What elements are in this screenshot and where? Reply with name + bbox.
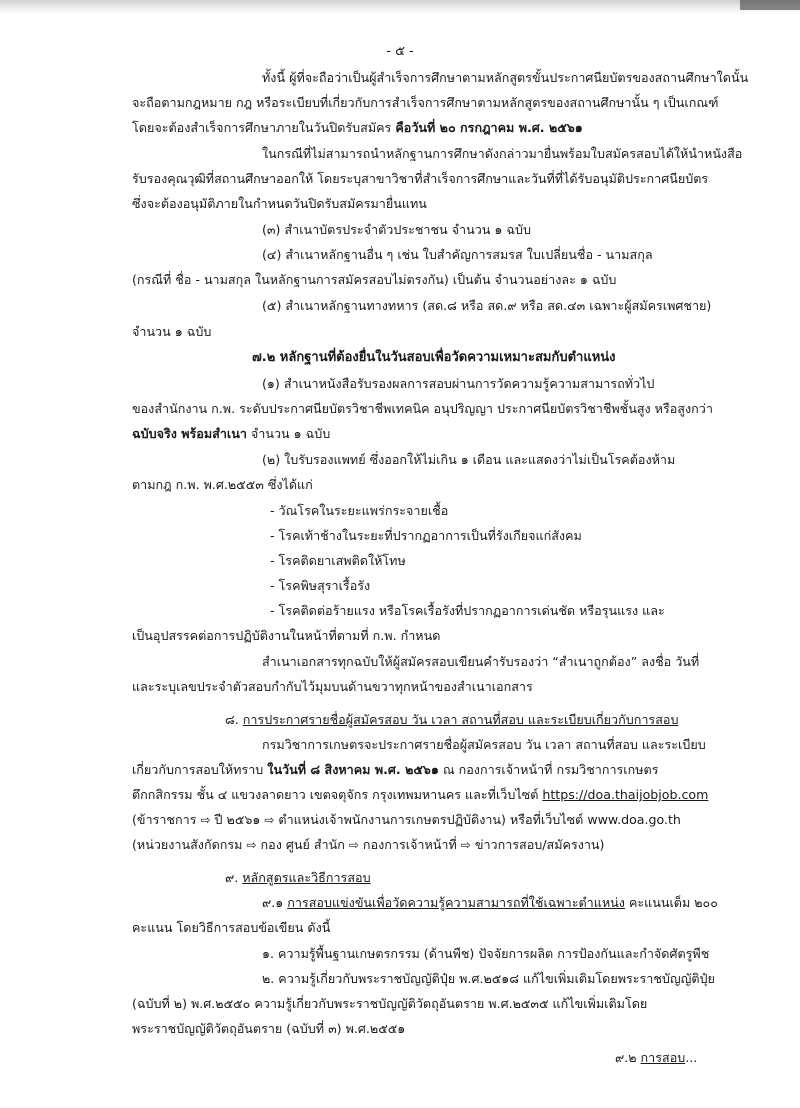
copy-note: สำเนาเอกสารทุกฉบับให้ผู้สมัครสอบเขียนคำรับรองว่า “สำเนาถูกต้อง” ลงชื่อ วันที่ <box>262 654 700 669</box>
arrow-right-icon: ⇨ <box>348 838 359 852</box>
section-number: ๘. <box>225 712 243 727</box>
list-item-5: (๕) สำเนาหลักฐานทางทหาร (สด.๘ หรือ สด.๙ หรือ สด.๔๓ เฉพาะผู้สมัครเพศชาย) <box>262 298 712 313</box>
list-item-1-cont: ของสำนักงาน ก.พ. ระดับประกาศนียบัตรวิชาชีพเทคนิค อนุปริญญา ประกาศนียบัตรวิชาชีพชั้นสูง หรือสูงกว่า <box>132 401 713 416</box>
section-title: หลักสูตรและวิธีการสอบ <box>242 870 371 885</box>
para-line: จะถือตามกฎหมาย กฎ หรือระเบียบที่เกี่ยวกับการสำเร็จการศึกษาตามหลักสูตรของสถานศึกษานั้น ๆ เป็นเกณฑ์ <box>132 95 719 110</box>
para-text: คะแนนเต็ม ๒๐๐ <box>624 895 718 910</box>
copy-note-cont: และระบุเลขประจำตัวสอบกำกับไว้มุมบนด้านขวาทุกหน้าของสำเนาเอกสาร <box>132 679 533 694</box>
disease-item: - โรคพิษสุราเรื้อรัง <box>270 578 371 593</box>
continuation-text: การสอบ <box>640 1050 686 1065</box>
para-line: ในกรณีที่ไม่สามารถนำหลักฐานการศึกษาดังกล่าวมายื่นพร้อมใบสมัครสอบได้ให้นำหนังสือ <box>262 146 743 161</box>
closing-date: คือวันที่ ๒๐ กรกฎาคม พ.ศ. ๒๕๖๑ <box>395 120 583 135</box>
para-line: ซึ่งจะต้องอนุมัติภายในกำหนดวันปิดรับสมัครมายื่นแทน <box>132 196 427 211</box>
arrow-right-icon: ⇨ <box>246 838 257 852</box>
para-text: ณ กองการเจ้าหน้าที่ กรมวิชาการเกษตร <box>438 762 659 777</box>
arrow-right-icon: ⇨ <box>200 813 211 827</box>
para-line: กรมวิชาการเกษตรจะประกาศรายชื่อผู้สมัครสอบ วัน เวลา สถานที่สอบ และระเบียบ <box>262 737 706 752</box>
exam-topic-2: ๒. ความรู้เกี่ยวกับพระราชบัญญัติปุ๋ย พ.ศ.๒๕๑๘ แก้ไขเพิ่มเติมโดยพระราชบัญญัติปุ๋ย <box>262 971 715 986</box>
list-item-2: (๒) ใบรับรองแพทย์ ซึ่งออกให้ไม่เกิน ๑ เดือน และแสดงว่าไม่เป็นโรคต้องห้าม <box>262 452 676 467</box>
subsection-title: การสอบแข่งขันเพื่อวัดความรู้ความสามารถที่ใช้เฉพาะตำแหน่ง <box>287 895 625 910</box>
subsection-9-1 <box>262 895 718 911</box>
arrow-right-icon: ⇨ <box>264 813 275 827</box>
list-item-4-cont: (กรณีที่ ชื่อ - นามสกุล ในหลักฐานการสมัครสอบไม่ตรงกัน) เป็นต้น จำนวนอย่างละ ๑ ฉบับ <box>132 272 617 287</box>
para-text: ข่าวการสอบ/สมัครงาน) <box>470 837 605 852</box>
para-line: คะแนน โดยวิธีการสอบข้อเขียน ดังนี้ <box>132 920 331 935</box>
section-8-heading <box>225 712 678 728</box>
para-text: โดยจะต้องสำเร็จการศึกษาภายในวันปิดรับสมัคร <box>132 120 396 135</box>
list-item-2-cont: ตามกฎ ก.พ. พ.ศ.๒๕๕๓ ซึ่งได้แก่ <box>132 477 313 492</box>
arrow-right-icon: ⇨ <box>460 838 471 852</box>
para-text: จำนวน ๑ ฉบับ <box>246 426 331 441</box>
para-line: รับรองคุณวุฒิที่สถานศึกษาออกให้ โดยระบุสาขาวิชาที่สำเร็จการศึกษาและวันที่ที่ได้รับอนุมัติประกาศนียบัตร <box>132 171 709 186</box>
para-text: เกี่ยวกับการสอบให้ทราบ <box>132 762 268 777</box>
list-item-1: (๑) สำเนาหนังสือรับรองผลการสอบผ่านการวัดความรู้ความสามารถทั่วไป <box>262 376 655 391</box>
section-number: ๙. <box>225 870 243 885</box>
page-number: - ๕ - <box>386 44 414 59</box>
list-item-1-cont <box>132 426 330 442</box>
exam-topic-2-cont: พระราชบัญญัติวัตถุอันตราย (ฉบับที่ ๓) พ.ศ.๒๕๕๑ <box>132 1021 406 1036</box>
continuation-marker <box>615 1050 697 1066</box>
thaijobjob-link[interactable]: https://doa.thaijobjob.com <box>542 787 709 802</box>
disease-item-cont: เป็นอุปสรรคต่อการปฏิบัติงานในหน้าที่ตามที่ ก.พ. กำหนด <box>132 628 441 643</box>
para-text: ตึกกสิกรรม ชั้น ๔ แขวงลาดยาว เขตจตุจักร กรุงเทพมหานคร และที่เว็บไซต์ <box>132 787 543 802</box>
original-with-copy: ฉบับจริง พร้อมสำเนา <box>132 426 247 441</box>
list-item-5-cont: จำนวน ๑ ฉบับ <box>132 324 212 339</box>
ellipsis: ... <box>685 1050 698 1065</box>
section-number: ๙.๑ <box>262 895 288 910</box>
para-text: ตำแหน่งเจ้าพนักงานการเกษตรปฏิบัติงาน) หรือที่เว็บไซต์ www.doa.go.th <box>274 812 681 827</box>
scan-edge-shadow <box>0 0 800 14</box>
list-item-3: (๓) สำเนาบัตรประจำตัวประชาชน จำนวน ๑ ฉบับ <box>262 222 531 237</box>
scan-edge-corner <box>740 0 800 10</box>
para-line: ทั้งนี้ ผู้ที่จะถือว่าเป็นผู้สำเร็จการศึกษาตามหลักสูตรขั้นประกาศนียบัตรของสถานศึกษาใดนั้น <box>262 70 749 85</box>
section-9-heading <box>225 870 371 886</box>
exam-topic-2-cont: (ฉบับที่ ๒) พ.ศ.๒๕๕๐ ความรู้เกี่ยวกับพระราชบัญญัติวัตถุอันตราย พ.ศ.๒๕๓๕ แก้ไขเพิ่มเติมโดย <box>132 996 648 1011</box>
list-item-4: (๔) สำเนาหลักฐานอื่น ๆ เช่น ใบสำคัญการสมรส ใบเปลี่ยนชื่อ - นามสกุล <box>262 247 653 262</box>
announcement-date: ในวันที่ ๘ สิงหาคม พ.ศ. ๒๕๖๑ <box>267 762 439 777</box>
disease-item: - โรคติดต่อร้ายแรง หรือโรคเรื้อรังที่ปรากฏอาการเด่นชัด หรือรุนแรง และ <box>270 603 665 618</box>
section-title: การประกาศรายชื่อผู้สมัครสอบ วัน เวลา สถานที่สอบ และระเบียบเกี่ยวกับการสอบ <box>242 712 679 727</box>
para-line <box>132 787 708 803</box>
disease-item: - วัณโรคในระยะแพร่กระจายเชื้อ <box>270 503 449 518</box>
section-number: ๙.๒ <box>615 1050 641 1065</box>
para-text: กองการเจ้าหน้าที่ <box>358 837 461 852</box>
para-text: ปี ๒๕๖๑ <box>210 812 265 827</box>
para-line <box>132 762 658 778</box>
para-line <box>132 120 583 136</box>
disease-item: - โรคเท้าช้างในระยะที่ปรากฏอาการเป็นที่รังเกียจแก่สังคม <box>270 528 582 543</box>
exam-topic-1: ๑. ความรู้พื้นฐานเกษตรกรรม (ด้านพืช) ปัจจัยการผลิต การป้องกันและกำจัดศัตรูพืช <box>262 946 710 961</box>
section-7-2-heading: ๗.๒ หลักฐานที่ต้องยื่นในวันสอบเพื่อวัดความเหมาะสมกับตำแหน่ง <box>252 350 616 365</box>
nav-path-2 <box>132 837 604 853</box>
para-text: (ข้าราชการ <box>132 812 201 827</box>
nav-path-1 <box>132 812 681 828</box>
para-text: กอง ศูนย์ สำนัก <box>256 837 349 852</box>
disease-item: - โรคติดยาเสพติดให้โทษ <box>270 553 406 568</box>
para-text: (หน่วยงานสังกัดกรม <box>132 837 247 852</box>
